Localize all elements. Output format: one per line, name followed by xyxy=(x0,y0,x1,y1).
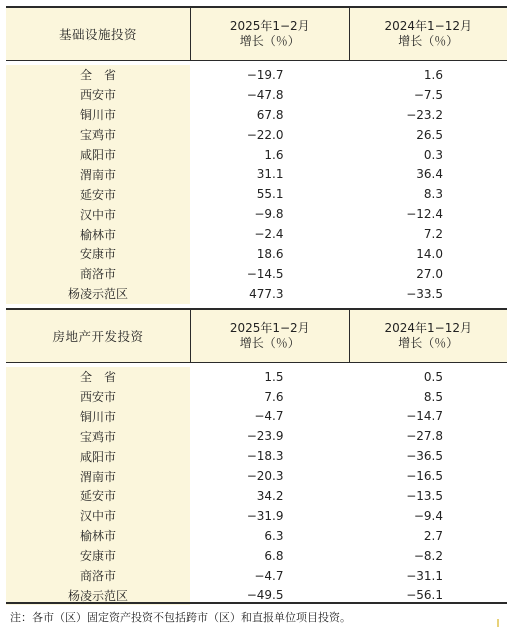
value-previous: 7.2 xyxy=(423,227,443,242)
value-previous: −16.5 xyxy=(406,469,443,484)
value-current: −47.8 xyxy=(246,87,284,102)
real-estate-investment-section xyxy=(6,308,507,610)
region-name: 铜川市 xyxy=(79,108,116,123)
table-row xyxy=(190,387,507,407)
column-header-line: 增长（％） xyxy=(239,34,300,48)
table-row xyxy=(190,367,507,387)
value-previous: −14.7 xyxy=(406,409,443,424)
region-name: 渭南市 xyxy=(79,469,116,484)
region-name: 商洛市 xyxy=(79,569,116,584)
table-row xyxy=(190,486,507,506)
value-current: 31.1 xyxy=(256,167,284,182)
value-current: −22.0 xyxy=(246,127,284,142)
value-previous: 36.4 xyxy=(416,167,443,182)
value-current: 7.6 xyxy=(264,389,284,404)
value-current: −2.4 xyxy=(254,227,284,242)
table-row xyxy=(190,406,507,426)
section-header xyxy=(6,310,507,363)
region-name: 咸阳市 xyxy=(79,449,116,464)
value-current: −19.7 xyxy=(246,67,284,82)
value-current: 6.3 xyxy=(264,528,284,543)
page-marker xyxy=(497,619,499,627)
table-row xyxy=(190,65,507,85)
column-header-line: 增长（％） xyxy=(239,335,300,350)
table-row xyxy=(190,546,507,566)
value-previous: −31.1 xyxy=(406,568,443,583)
region-name: 汉中市 xyxy=(79,207,116,222)
table-row xyxy=(190,506,507,526)
value-previous: 2.7 xyxy=(423,528,443,543)
value-previous: −13.5 xyxy=(406,488,443,503)
table-row xyxy=(190,264,507,284)
value-previous: 27.0 xyxy=(416,266,443,281)
region-name: 延安市 xyxy=(79,187,116,202)
column-header-current xyxy=(190,310,349,362)
region-name: 杨凌示范区 xyxy=(67,287,128,302)
value-current: −20.3 xyxy=(246,469,284,484)
section-title: 基础设施投资 xyxy=(58,27,137,42)
value-previous: −23.2 xyxy=(406,107,443,122)
value-current: −31.9 xyxy=(246,508,284,523)
section-header xyxy=(6,8,507,61)
value-previous: 8.3 xyxy=(423,187,443,202)
column-header-line: 2025年1−2月 xyxy=(229,320,310,335)
table-row xyxy=(190,426,507,446)
value-current: 6.8 xyxy=(264,548,284,563)
column-header-previous xyxy=(349,8,508,60)
value-current: 34.2 xyxy=(256,488,284,503)
table-row xyxy=(190,164,507,184)
table-row xyxy=(190,526,507,546)
region-name: 全 省 xyxy=(79,370,116,385)
value-current: 477.3 xyxy=(249,286,284,301)
value-previous: −12.4 xyxy=(406,207,443,222)
value-previous: −8.2 xyxy=(413,548,443,563)
region-name: 铜川市 xyxy=(79,409,116,424)
value-current: 1.5 xyxy=(264,369,284,384)
value-previous: −33.5 xyxy=(406,286,443,301)
value-current: −14.5 xyxy=(246,266,284,281)
table-row xyxy=(190,85,507,105)
region-name-column xyxy=(6,367,190,606)
value-previous: −27.8 xyxy=(406,429,443,444)
column-header-current xyxy=(190,8,349,60)
value-previous: −9.4 xyxy=(413,508,443,523)
value-columns xyxy=(190,367,507,606)
table-row xyxy=(190,284,507,304)
region-name: 宝鸡市 xyxy=(79,429,116,444)
table-row xyxy=(190,204,507,224)
value-previous: 1.6 xyxy=(423,67,443,82)
region-name: 宝鸡市 xyxy=(79,128,116,143)
value-current: 1.6 xyxy=(264,147,284,162)
table-row xyxy=(190,184,507,204)
table-bottom-rule xyxy=(6,602,507,604)
value-columns xyxy=(190,65,507,304)
table-footnote: 注：各市（区）固定资产投资不包括跨市（区）和直报单位项目投资。 xyxy=(10,611,351,624)
value-current: 67.8 xyxy=(256,107,284,122)
region-name: 榆林市 xyxy=(79,529,116,544)
value-previous: 0.3 xyxy=(423,147,443,162)
column-header-line: 2024年1−12月 xyxy=(384,19,472,33)
value-previous: 0.5 xyxy=(423,369,443,384)
value-previous: −7.5 xyxy=(413,87,443,102)
region-name: 全 省 xyxy=(79,68,116,83)
region-name: 延安市 xyxy=(79,489,116,504)
region-name: 汉中市 xyxy=(79,509,116,524)
value-current: 55.1 xyxy=(256,187,284,202)
table-row xyxy=(190,466,507,486)
region-name: 咸阳市 xyxy=(79,148,116,162)
value-current: 18.6 xyxy=(256,246,284,261)
section-title: 房地产开发投资 xyxy=(52,328,144,344)
value-previous: 26.5 xyxy=(416,127,443,142)
statistics-table xyxy=(6,6,507,609)
value-current: −23.9 xyxy=(246,429,284,444)
column-header-line: 增长（％） xyxy=(398,34,459,48)
table-row xyxy=(190,105,507,125)
region-name: 杨凌示范区 xyxy=(67,588,128,603)
value-previous: 14.0 xyxy=(416,246,443,261)
table-row xyxy=(190,125,507,145)
column-header-line: 2025年1−2月 xyxy=(229,19,310,33)
region-name: 安康市 xyxy=(79,549,116,564)
region-name: 西安市 xyxy=(79,390,116,405)
infrastructure-investment-section xyxy=(6,6,507,308)
region-name: 渭南市 xyxy=(79,167,116,182)
value-previous: −56.1 xyxy=(406,588,443,603)
table-row xyxy=(190,145,507,165)
region-name: 安康市 xyxy=(79,247,116,262)
value-previous: −36.5 xyxy=(406,449,443,464)
value-current: −4.7 xyxy=(254,568,284,583)
region-name-column xyxy=(6,65,190,304)
table-row xyxy=(190,244,507,264)
table-row xyxy=(190,566,507,586)
column-header-line: 增长（％） xyxy=(398,335,459,350)
region-name: 西安市 xyxy=(79,88,116,103)
value-previous: 8.5 xyxy=(423,389,443,404)
column-header-line: 2024年1−12月 xyxy=(384,320,472,335)
column-header-previous xyxy=(349,310,508,362)
value-current: −49.5 xyxy=(246,588,284,603)
table-row xyxy=(190,224,507,244)
value-current: −9.8 xyxy=(254,207,284,222)
table-row xyxy=(190,446,507,466)
region-name: 商洛市 xyxy=(79,267,116,282)
region-name: 榆林市 xyxy=(79,227,116,242)
value-current: −4.7 xyxy=(254,409,284,424)
value-current: −18.3 xyxy=(246,449,284,464)
